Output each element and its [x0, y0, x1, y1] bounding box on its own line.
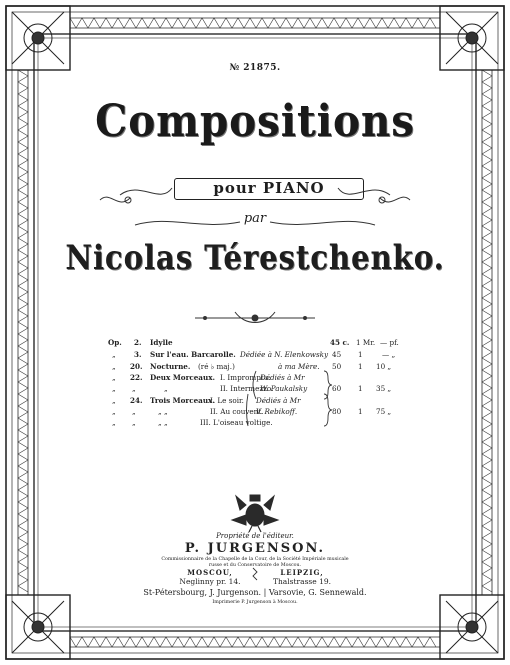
work-detail: (ré ♭ maj.) — [198, 362, 235, 371]
price-pfennig: 10 „ — [376, 362, 392, 371]
publisher-appointment-2: russe et du Conservatoire de Moscou. — [208, 563, 302, 568]
work-dedication: Dédiés à Mr — [260, 373, 305, 382]
opus-number: 3. — [134, 350, 142, 359]
price-kopecks: 50 — [332, 362, 342, 371]
imperial-eagle-icon — [232, 495, 278, 532]
city-leipzig: LEIPZIG, — [280, 568, 324, 577]
price-marks: 1 — [358, 384, 363, 393]
price-pfennig: — „ — [382, 350, 396, 359]
work-title: „ — [164, 384, 168, 393]
opus-number: „ — [132, 418, 136, 427]
opus-number: 2. — [134, 338, 142, 347]
work-detail: III. L'oiseau voltige. — [200, 418, 273, 427]
opus-number: 22. — [130, 373, 143, 382]
address-leipzig: Thalstrasse 19. — [272, 577, 332, 586]
price-marks: 1 — [358, 362, 363, 371]
opus-number: 20. — [130, 362, 143, 371]
work-dedication: Dédiés à Mr — [256, 396, 301, 405]
opus-label: „ — [112, 373, 116, 382]
address-moscow: Neglinny pr. 14. — [179, 577, 241, 586]
opus-number: „ — [132, 407, 136, 416]
opus-label: „ — [112, 396, 116, 405]
price-marks: 1 — [358, 350, 363, 359]
opus-number: 24. — [130, 396, 143, 405]
price-marks: 1 Mr. — [356, 338, 376, 347]
work-dedication: W. Paukalsky — [260, 384, 308, 393]
subtitle: pour PIANO — [213, 179, 325, 197]
price-kopecks: 45 c. — [330, 338, 350, 347]
price-pfennig: 35 „ — [376, 384, 392, 393]
city-moscow: MOSCOU, — [187, 568, 233, 577]
publisher-property: Propriété de l'éditeur. — [216, 532, 294, 540]
price-kopecks: 80 — [332, 407, 342, 416]
work-dedication: V. Rebikoff. — [256, 407, 298, 416]
plate-number: № 21875. — [229, 63, 281, 73]
page-title: Compositions — [95, 96, 415, 147]
printer-line: Imprimerie P. Jurgenson à Moscou. — [212, 600, 298, 605]
by-label: par — [243, 211, 267, 226]
composer-name: Nicolas Térestchenko. — [65, 238, 445, 278]
publisher-appointment-1: Commissionnaire de la Chapelle de la Cour, de la Société Impériale musicale — [161, 557, 349, 562]
work-title: Nocturne. — [150, 362, 191, 371]
opus-label: „ — [112, 418, 116, 427]
work-dedication: à ma Mère. — [278, 362, 320, 371]
work-title: Trois Morceaux. — [150, 396, 215, 405]
work-title: Idylle — [150, 338, 173, 347]
price-pfennig: — pf. — [380, 338, 399, 347]
work-detail: I. Le soir. — [210, 396, 244, 405]
price-marks: 1 — [358, 407, 363, 416]
opus-label: „ — [112, 384, 116, 393]
work-title: „ „ — [158, 418, 168, 427]
publisher-branches: St-Pétersbourg, J. Jurgenson. | Varsovie, G. Sennewald. — [143, 588, 367, 597]
work-title: „ „ — [158, 407, 168, 416]
work-detail: II. Au couvent. — [210, 407, 264, 416]
work-title: Sur l'eau. Barcarolle. — [150, 350, 236, 359]
work-title: Deux Morceaux. — [150, 373, 215, 382]
price-kopecks: 60 — [332, 384, 342, 393]
opus-number: „ — [132, 384, 136, 393]
price-kopecks: 45 — [332, 350, 342, 359]
work-detail: I. Impromptu. — [220, 373, 271, 382]
opus-label: „ — [112, 350, 116, 359]
opus-label: Op. — [108, 338, 122, 347]
publisher-name: P. JURGENSON. — [184, 541, 326, 556]
opus-label: „ — [112, 362, 116, 371]
work-detail: Dédiée à N. Elenkowsky — [240, 350, 329, 359]
opus-label: „ — [112, 407, 116, 416]
price-pfennig: 75 „ — [376, 407, 392, 416]
work-detail: II. Intermezzo. — [220, 384, 274, 393]
